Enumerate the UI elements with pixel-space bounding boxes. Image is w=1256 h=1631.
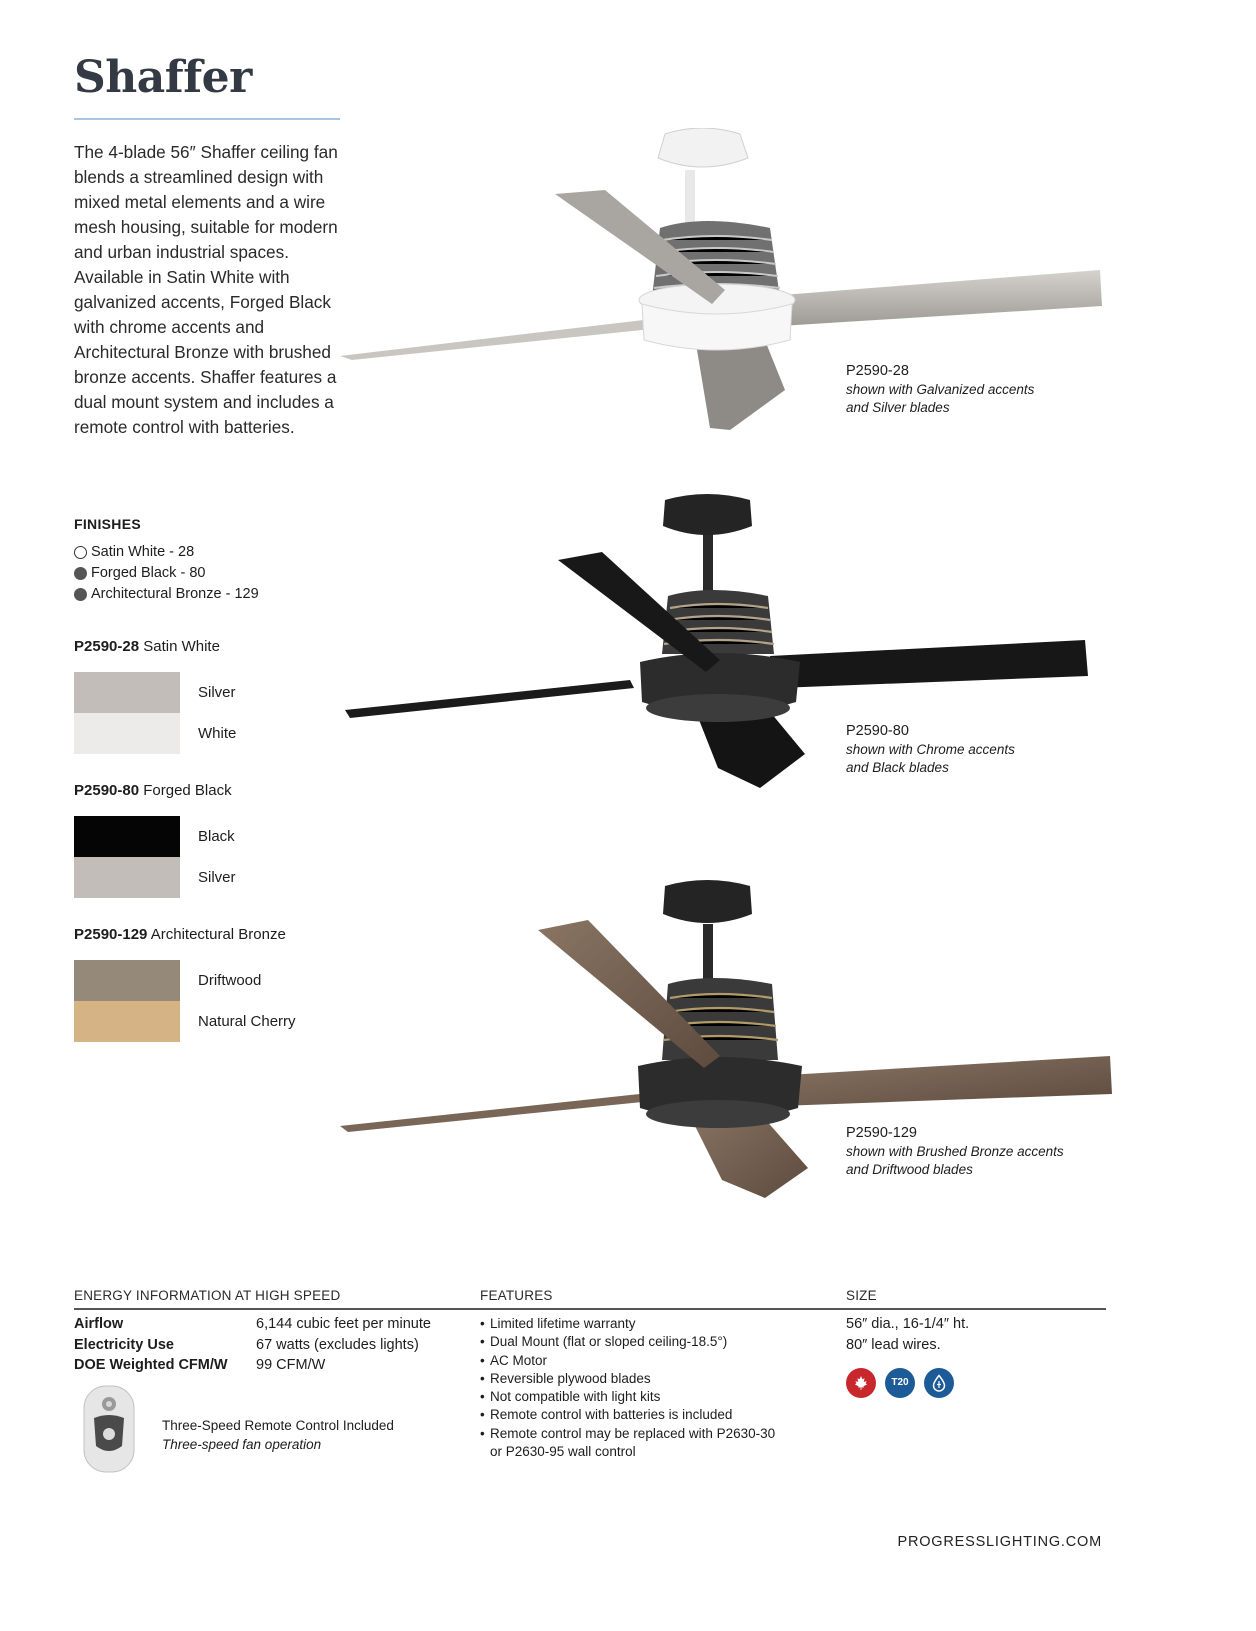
energy-value: 99 CFM/W	[256, 1357, 326, 1373]
finish-item	[74, 563, 259, 584]
option-sku: P2590-28	[74, 638, 140, 655]
blade-swatch	[74, 816, 180, 857]
list-item: • Remote control may be replaced with P2630-30 or P2630-95 wall control	[480, 1425, 790, 1462]
fan-caption-accents: shown with Galvanized accents	[846, 381, 1035, 397]
finishes-list	[74, 542, 259, 605]
size-heading: SIZE	[846, 1288, 877, 1303]
swatch-label: Natural Cherry	[198, 1013, 296, 1030]
blade-swatch	[74, 1001, 180, 1042]
option-heading	[74, 638, 374, 655]
title-underline	[74, 118, 340, 120]
table-row	[74, 1335, 431, 1356]
option-sku: P2590-129	[74, 926, 148, 943]
fan-caption	[846, 1124, 1064, 1180]
option-finish: Forged Black	[143, 782, 232, 799]
size-block	[846, 1314, 969, 1398]
option-finish: Architectural Bronze	[150, 926, 286, 943]
blade-option-group	[74, 782, 374, 898]
swatch-row	[74, 1001, 374, 1042]
blade-option-group	[74, 926, 374, 1042]
swatch-row	[74, 960, 374, 1001]
water-drop-icon	[924, 1368, 954, 1398]
energy-label: DOE Weighted CFM/W	[74, 1357, 228, 1373]
swatch-label: Black	[198, 828, 235, 845]
blade-swatch	[74, 672, 180, 713]
fan-caption-accents: shown with Brushed Bronze accents	[846, 1143, 1064, 1159]
option-heading	[74, 782, 374, 799]
swatch-label: White	[198, 725, 237, 742]
t20-badge-icon: T20	[885, 1368, 915, 1398]
fan-caption	[846, 722, 1015, 778]
fan-caption-accents: shown with Chrome accents	[846, 741, 1015, 757]
remote-info	[162, 1416, 394, 1454]
finish-label: Architectural Bronze - 129	[91, 586, 259, 602]
list-item: • Not compatible with light kits	[480, 1388, 790, 1406]
blade-swatch	[74, 857, 180, 898]
table-row	[74, 1314, 431, 1335]
energy-heading: ENERGY INFORMATION AT HIGH SPEED	[74, 1288, 341, 1303]
maple-leaf-icon	[846, 1368, 876, 1398]
size-dimensions: 56″ dia., 16-1/4″ ht.	[846, 1316, 970, 1332]
finish-label: Satin White - 28	[91, 544, 195, 560]
finishes-heading: FINISHES	[74, 516, 141, 532]
table-row	[74, 1355, 431, 1376]
energy-label: Electricity Use	[74, 1336, 174, 1353]
fan-sku: P2590-28	[846, 363, 909, 379]
certification-badges	[846, 1368, 969, 1398]
remote-title: Three-Speed Remote Control Included	[162, 1418, 394, 1433]
remote-control-image	[80, 1384, 138, 1474]
fan-caption	[846, 362, 1034, 418]
swatch-label: Silver	[198, 684, 236, 701]
option-sku: P2590-80	[74, 782, 140, 799]
fan-caption-blades: and Driftwood blades	[846, 1162, 973, 1177]
finish-item	[74, 584, 259, 605]
page-title: Shaffer	[74, 52, 252, 103]
fan-caption-blades: and Black blades	[846, 760, 949, 775]
product-description: The 4-blade 56″ Shaffer ceiling fan blends a streamlined design with mixed metal elements and a wire mesh housing, suitable for modern and urban industrial spaces. Available in Satin White with galvanized accents, Forged Black with chrome accents and Architectural Bronze with brushed bronze accents. Shaffer features a dual mount system and includes a remote control with batteries.	[74, 142, 338, 437]
option-finish: Satin White	[143, 638, 220, 655]
size-lead-wires: 80″ lead wires.	[846, 1336, 941, 1353]
open-circle-icon	[74, 546, 87, 559]
swatch-label: Driftwood	[198, 972, 262, 989]
energy-value: 67 watts (excludes lights)	[256, 1336, 419, 1353]
list-item: • Dual Mount (flat or sloped ceiling-18.5°)	[480, 1333, 790, 1351]
fan-caption-blades: and Silver blades	[846, 400, 950, 415]
blade-swatch	[74, 960, 180, 1001]
features-heading: FEATURES	[480, 1288, 553, 1303]
option-heading	[74, 926, 374, 943]
swatch-row	[74, 816, 374, 857]
finish-item	[74, 542, 259, 563]
list-item: • Remote control with batteries is included	[480, 1406, 790, 1424]
remote-subtitle: Three-speed fan operation	[162, 1437, 322, 1452]
filled-circle-icon	[74, 588, 87, 601]
swatch-label: Silver	[198, 869, 236, 886]
swatch-row	[74, 857, 374, 898]
fan-sku: P2590-80	[846, 723, 909, 739]
blade-swatch	[74, 713, 180, 754]
features-list	[480, 1315, 790, 1461]
energy-label: Airflow	[74, 1316, 124, 1332]
swatch-row	[74, 713, 374, 754]
energy-table	[74, 1314, 431, 1376]
filled-circle-icon	[74, 567, 87, 580]
list-item: • AC Motor	[480, 1352, 790, 1370]
list-item: • Limited lifetime warranty	[480, 1315, 790, 1333]
swatch-row	[74, 672, 374, 713]
website-footer: PROGRESSLIGHTING.COM	[897, 1534, 1102, 1550]
blade-option-group	[74, 638, 374, 754]
energy-value: 6,144 cubic feet per minute	[256, 1316, 431, 1332]
list-item: • Reversible plywood blades	[480, 1370, 790, 1388]
finish-label: Forged Black - 80	[91, 565, 206, 581]
spec-divider	[74, 1308, 1106, 1310]
fan-sku: P2590-129	[846, 1125, 917, 1141]
